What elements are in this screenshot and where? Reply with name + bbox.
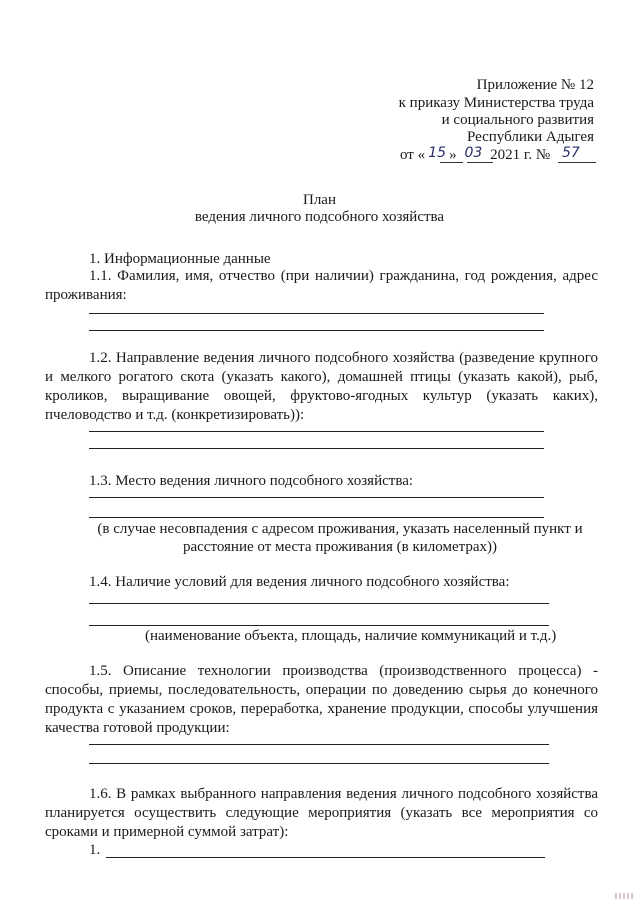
item-1-6-line2: планируется осуществить следующие мероприятия (указать все мероприятия со xyxy=(45,805,598,821)
item-1-6-line3: сроками и примерной суммой затрат): xyxy=(45,824,289,840)
item-1-6-entry-number: 1. xyxy=(89,842,101,858)
plan-title: План xyxy=(302,192,336,208)
fill-line xyxy=(89,625,549,626)
date-month: 03 xyxy=(464,145,483,161)
date-day: 15 xyxy=(428,145,447,161)
item-1-5-line1: 1.5. Описание технологии производства (производственного процесса) - xyxy=(89,663,598,679)
order-number-underline xyxy=(558,162,596,163)
order-reference-line1: к приказу Министерства труда xyxy=(398,95,594,111)
date-month-underline xyxy=(467,162,493,163)
fill-line xyxy=(89,517,544,518)
item-1-6-line1: 1.6. В рамках выбранного направления ведения личного подсобного хозяйства xyxy=(89,786,598,802)
item-1-3-note-line2: расстояние от места проживания (в километрах)) xyxy=(182,539,497,555)
item-1-2-line4: пчеловодство и т.д. (конкретизировать)): xyxy=(45,407,305,423)
item-1-5-line4: качества готовой продукции: xyxy=(45,720,230,736)
item-1-1-line1: 1.1. Фамилия, имя, отчество (при наличии) гражданина, год рождения, адрес xyxy=(89,268,598,284)
plan-subtitle: ведения личного подсобного хозяйства xyxy=(194,209,445,225)
fill-line xyxy=(89,431,544,432)
date-prefix: от « xyxy=(400,147,426,163)
item-1-3-note-line1: (в случае несовпадения с адресом проживания, указать населенный пункт и xyxy=(97,521,583,537)
item-1-3-line1: 1.3. Место ведения личного подсобного хозяйства: xyxy=(89,473,414,489)
order-reference-line2: и социального развития xyxy=(441,112,594,128)
order-reference-line3: Республики Адыгея xyxy=(466,129,594,145)
date-mid: » xyxy=(449,147,457,163)
item-1-5-line2: способы, приемы, последовательность, операции по доведению сырья до конечного xyxy=(45,682,598,698)
fill-line xyxy=(89,763,549,764)
fill-line xyxy=(89,313,544,314)
fill-line xyxy=(89,448,544,449)
item-1-5-line3: продукта с указанием сроков, переработка, хранение продукции, способы улучшения xyxy=(45,701,598,717)
order-number: 57 xyxy=(561,145,580,161)
scan-artifact xyxy=(615,893,633,899)
date-year: 2021 г. № xyxy=(490,147,551,163)
appendix-number: Приложение № 12 xyxy=(476,77,594,93)
date-day-underline xyxy=(440,162,463,163)
item-1-1-line2: проживания: xyxy=(45,287,127,303)
fill-line xyxy=(89,744,549,745)
item-1-2-line2: и мелкого рогатого скота (указать какого), домашней птицы (указать какой), рыб, xyxy=(45,369,598,385)
item-1-4-line1: 1.4. Наличие условий для ведения личного подсобного хозяйства: xyxy=(89,574,510,590)
item-1-2-line1: 1.2. Направление ведения личного подсобного хозяйства (разведение крупного xyxy=(89,350,598,366)
item-1-2-line3: кроликов, выращивание овощей, фруктово-ягодных культур (указать каких), xyxy=(45,388,598,404)
fill-line xyxy=(89,497,544,498)
fill-line xyxy=(106,857,545,858)
fill-line xyxy=(89,603,549,604)
fill-line xyxy=(89,330,544,331)
item-1-4-note: (наименование объекта, площадь, наличие коммуникаций и т.д.) xyxy=(145,628,557,644)
section-heading: 1. Информационные данные xyxy=(89,251,271,267)
